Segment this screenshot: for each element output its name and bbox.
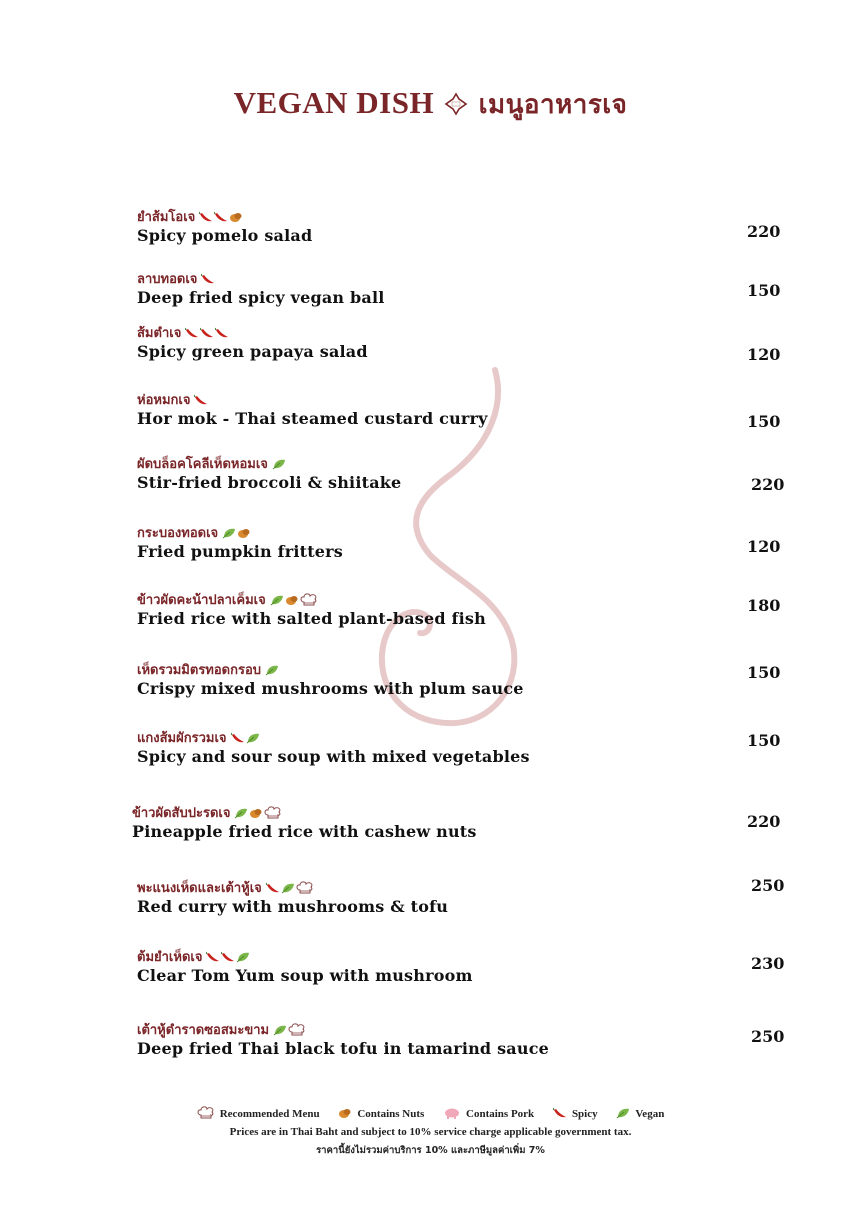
chili-icon (194, 394, 208, 406)
nut-icon (249, 807, 263, 819)
menu-item (137, 322, 787, 372)
chili-icon (215, 327, 229, 339)
chili-icon (553, 1108, 572, 1120)
dish-price: 150 (747, 663, 781, 682)
leaf-icon (272, 458, 286, 470)
dish-name-th-text: ยำส้มโอเจ (137, 210, 196, 225)
nut-icon (237, 527, 251, 539)
leaf-icon (246, 732, 260, 744)
dish-name-en: Clear Tom Yum soup with mushroom (137, 966, 473, 985)
chili-icon (200, 327, 214, 339)
dish-icons (222, 527, 252, 543)
nut-icon (338, 1108, 357, 1120)
legend-nuts (338, 1107, 424, 1120)
menu-item (137, 946, 787, 996)
dish-name-th (137, 522, 252, 543)
nut-icon (285, 594, 299, 606)
chef-hat-icon (288, 1023, 306, 1035)
leaf-icon (234, 807, 248, 819)
menu-item (137, 659, 787, 709)
dish-name-th-text: ข้าวผัดสับปะรดเจ (132, 806, 231, 821)
dish-name-th-text: ต้มยำเห็ดเจ (137, 950, 203, 965)
title-en: VEGAN DISH (233, 85, 435, 120)
legend-label: Vegan (635, 1108, 665, 1120)
dish-name-th (137, 946, 251, 967)
legend-pork (443, 1107, 534, 1120)
menu-item (137, 522, 787, 572)
dish-name-en: Hor mok - Thai steamed custard curry (137, 409, 488, 428)
menu-item (137, 206, 787, 256)
chef-hat-icon (264, 806, 282, 818)
legend (0, 1106, 861, 1120)
legend-spicy (553, 1107, 598, 1120)
chili-icon (206, 951, 220, 963)
dish-icons (273, 1023, 307, 1040)
dish-icons (201, 273, 216, 289)
dish-name-th-text: เห็ดรวมมิตรทอดกรอบ (137, 663, 262, 678)
dish-name-th (137, 659, 280, 680)
leaf-icon (281, 882, 295, 894)
menu-item (137, 268, 787, 318)
dish-name-th-text: ผัดบล็อคโคลีเห็ดหอมเจ (137, 457, 268, 472)
dish-icons (231, 732, 261, 748)
page-title (0, 84, 861, 125)
leaf-icon (616, 1108, 635, 1120)
dish-name-en: Fried rice with salted plant-based fish (137, 609, 486, 628)
dish-price: 230 (751, 954, 785, 973)
dish-price: 220 (751, 475, 785, 494)
dish-name-th (137, 589, 319, 610)
menu-item (137, 589, 787, 639)
chili-icon (199, 211, 213, 223)
dish-name-th-text: ข้าวผัดคะน้าปลาเค็มเจ (137, 593, 266, 608)
dish-icons (185, 327, 230, 343)
chef-hat-icon (197, 1108, 220, 1120)
dish-name-en: Red curry with mushrooms & tofu (137, 897, 449, 916)
chili-icon (221, 951, 235, 963)
dish-name-th (137, 206, 244, 227)
dish-name-th (137, 877, 315, 898)
dish-price: 150 (747, 412, 781, 431)
dish-name-en: Pineapple fried rice with cashew nuts (132, 822, 477, 841)
dish-price: 120 (747, 345, 781, 364)
dish-name-en: Fried pumpkin fritters (137, 542, 344, 561)
dish-icons (272, 458, 287, 474)
dish-price: 250 (751, 1027, 785, 1046)
dish-name-th-text: พะแนงเห็ดและเต้าหู้เจ (137, 881, 262, 896)
legend-label: Spicy (571, 1108, 598, 1120)
dish-icons (206, 951, 251, 967)
dish-icons (270, 593, 319, 610)
dish-name-th (137, 322, 230, 343)
menu-item (137, 727, 787, 777)
dish-name-th-text: ส้มตำเจ (137, 326, 182, 341)
chili-icon (214, 211, 228, 223)
legend-label: Contains Pork (466, 1108, 535, 1120)
dish-name-en: Stir-fried broccoli & shiitake (137, 473, 402, 492)
chili-icon (231, 732, 245, 744)
dish-price: 220 (747, 812, 781, 831)
title-th: เมนูอาหารเจ (478, 90, 628, 120)
dish-price: 180 (747, 596, 781, 615)
leaf-icon (270, 594, 284, 606)
dish-icons (266, 881, 315, 898)
pig-icon (443, 1108, 466, 1120)
menu-item (137, 877, 787, 927)
legend-label: Contains Nuts (357, 1108, 425, 1120)
chef-hat-icon (296, 881, 314, 893)
diamond-ornament-icon (444, 92, 468, 116)
dish-icons (194, 394, 209, 410)
dish-name-th-text: ห่อหมกเจ (137, 393, 191, 408)
legend-recommended (197, 1106, 320, 1120)
legend-label: Recommended Menu (219, 1108, 320, 1120)
leaf-icon (222, 527, 236, 539)
leaf-icon (265, 664, 279, 676)
dish-name-th (137, 389, 209, 410)
dish-name-en: Spicy green papaya salad (137, 342, 368, 361)
dish-icons (199, 211, 244, 227)
dish-icons (265, 664, 280, 680)
chili-icon (185, 327, 199, 339)
dish-name-th (132, 802, 283, 823)
chili-icon (266, 882, 280, 894)
dish-name-en: Deep fried spicy vegan ball (137, 288, 385, 307)
dish-price: 150 (747, 281, 781, 300)
price-note-th: ราคานี้ยังไม่รวมค่าบริการ 10% และภาษีมูลค่าเพิ่ม 7% (316, 1145, 545, 1156)
menu-item (137, 1019, 787, 1069)
dish-name-th-text: ลาบทอดเจ (137, 272, 198, 287)
dish-price: 150 (747, 731, 781, 750)
dish-name-en: Deep fried Thai black tofu in tamarind sauce (137, 1039, 550, 1058)
dish-price: 250 (751, 876, 785, 895)
dish-name-en: Spicy and sour soup with mixed vegetables (137, 747, 530, 766)
chili-icon (201, 273, 215, 285)
dish-icons (234, 806, 283, 823)
dish-name-th-text: เต้าหู้ดำราดซอสมะขาม (137, 1023, 270, 1038)
dish-price: 220 (747, 222, 781, 241)
menu-item (137, 389, 787, 439)
dish-name-th (137, 453, 287, 474)
dish-name-th-text: แกงส้มผักรวมเจ (137, 731, 227, 746)
menu-item (132, 802, 782, 852)
dish-name-th (137, 727, 261, 748)
chef-hat-icon (300, 593, 318, 605)
dish-name-en: Crispy mixed mushrooms with plum sauce (137, 679, 524, 698)
dish-name-th (137, 1019, 307, 1040)
menu-item (137, 453, 787, 503)
legend-vegan (616, 1107, 664, 1120)
dish-name-th (137, 268, 216, 289)
dish-name-th-text: กระบองทอดเจ (137, 526, 219, 541)
price-note-en: Prices are in Thai Baht and subject to 10% service charge applicable government tax. (229, 1126, 632, 1138)
leaf-icon (273, 1024, 287, 1036)
nut-icon (229, 211, 243, 223)
dish-price: 120 (747, 537, 781, 556)
leaf-icon (236, 951, 250, 963)
dish-name-en: Spicy pomelo salad (137, 226, 313, 245)
